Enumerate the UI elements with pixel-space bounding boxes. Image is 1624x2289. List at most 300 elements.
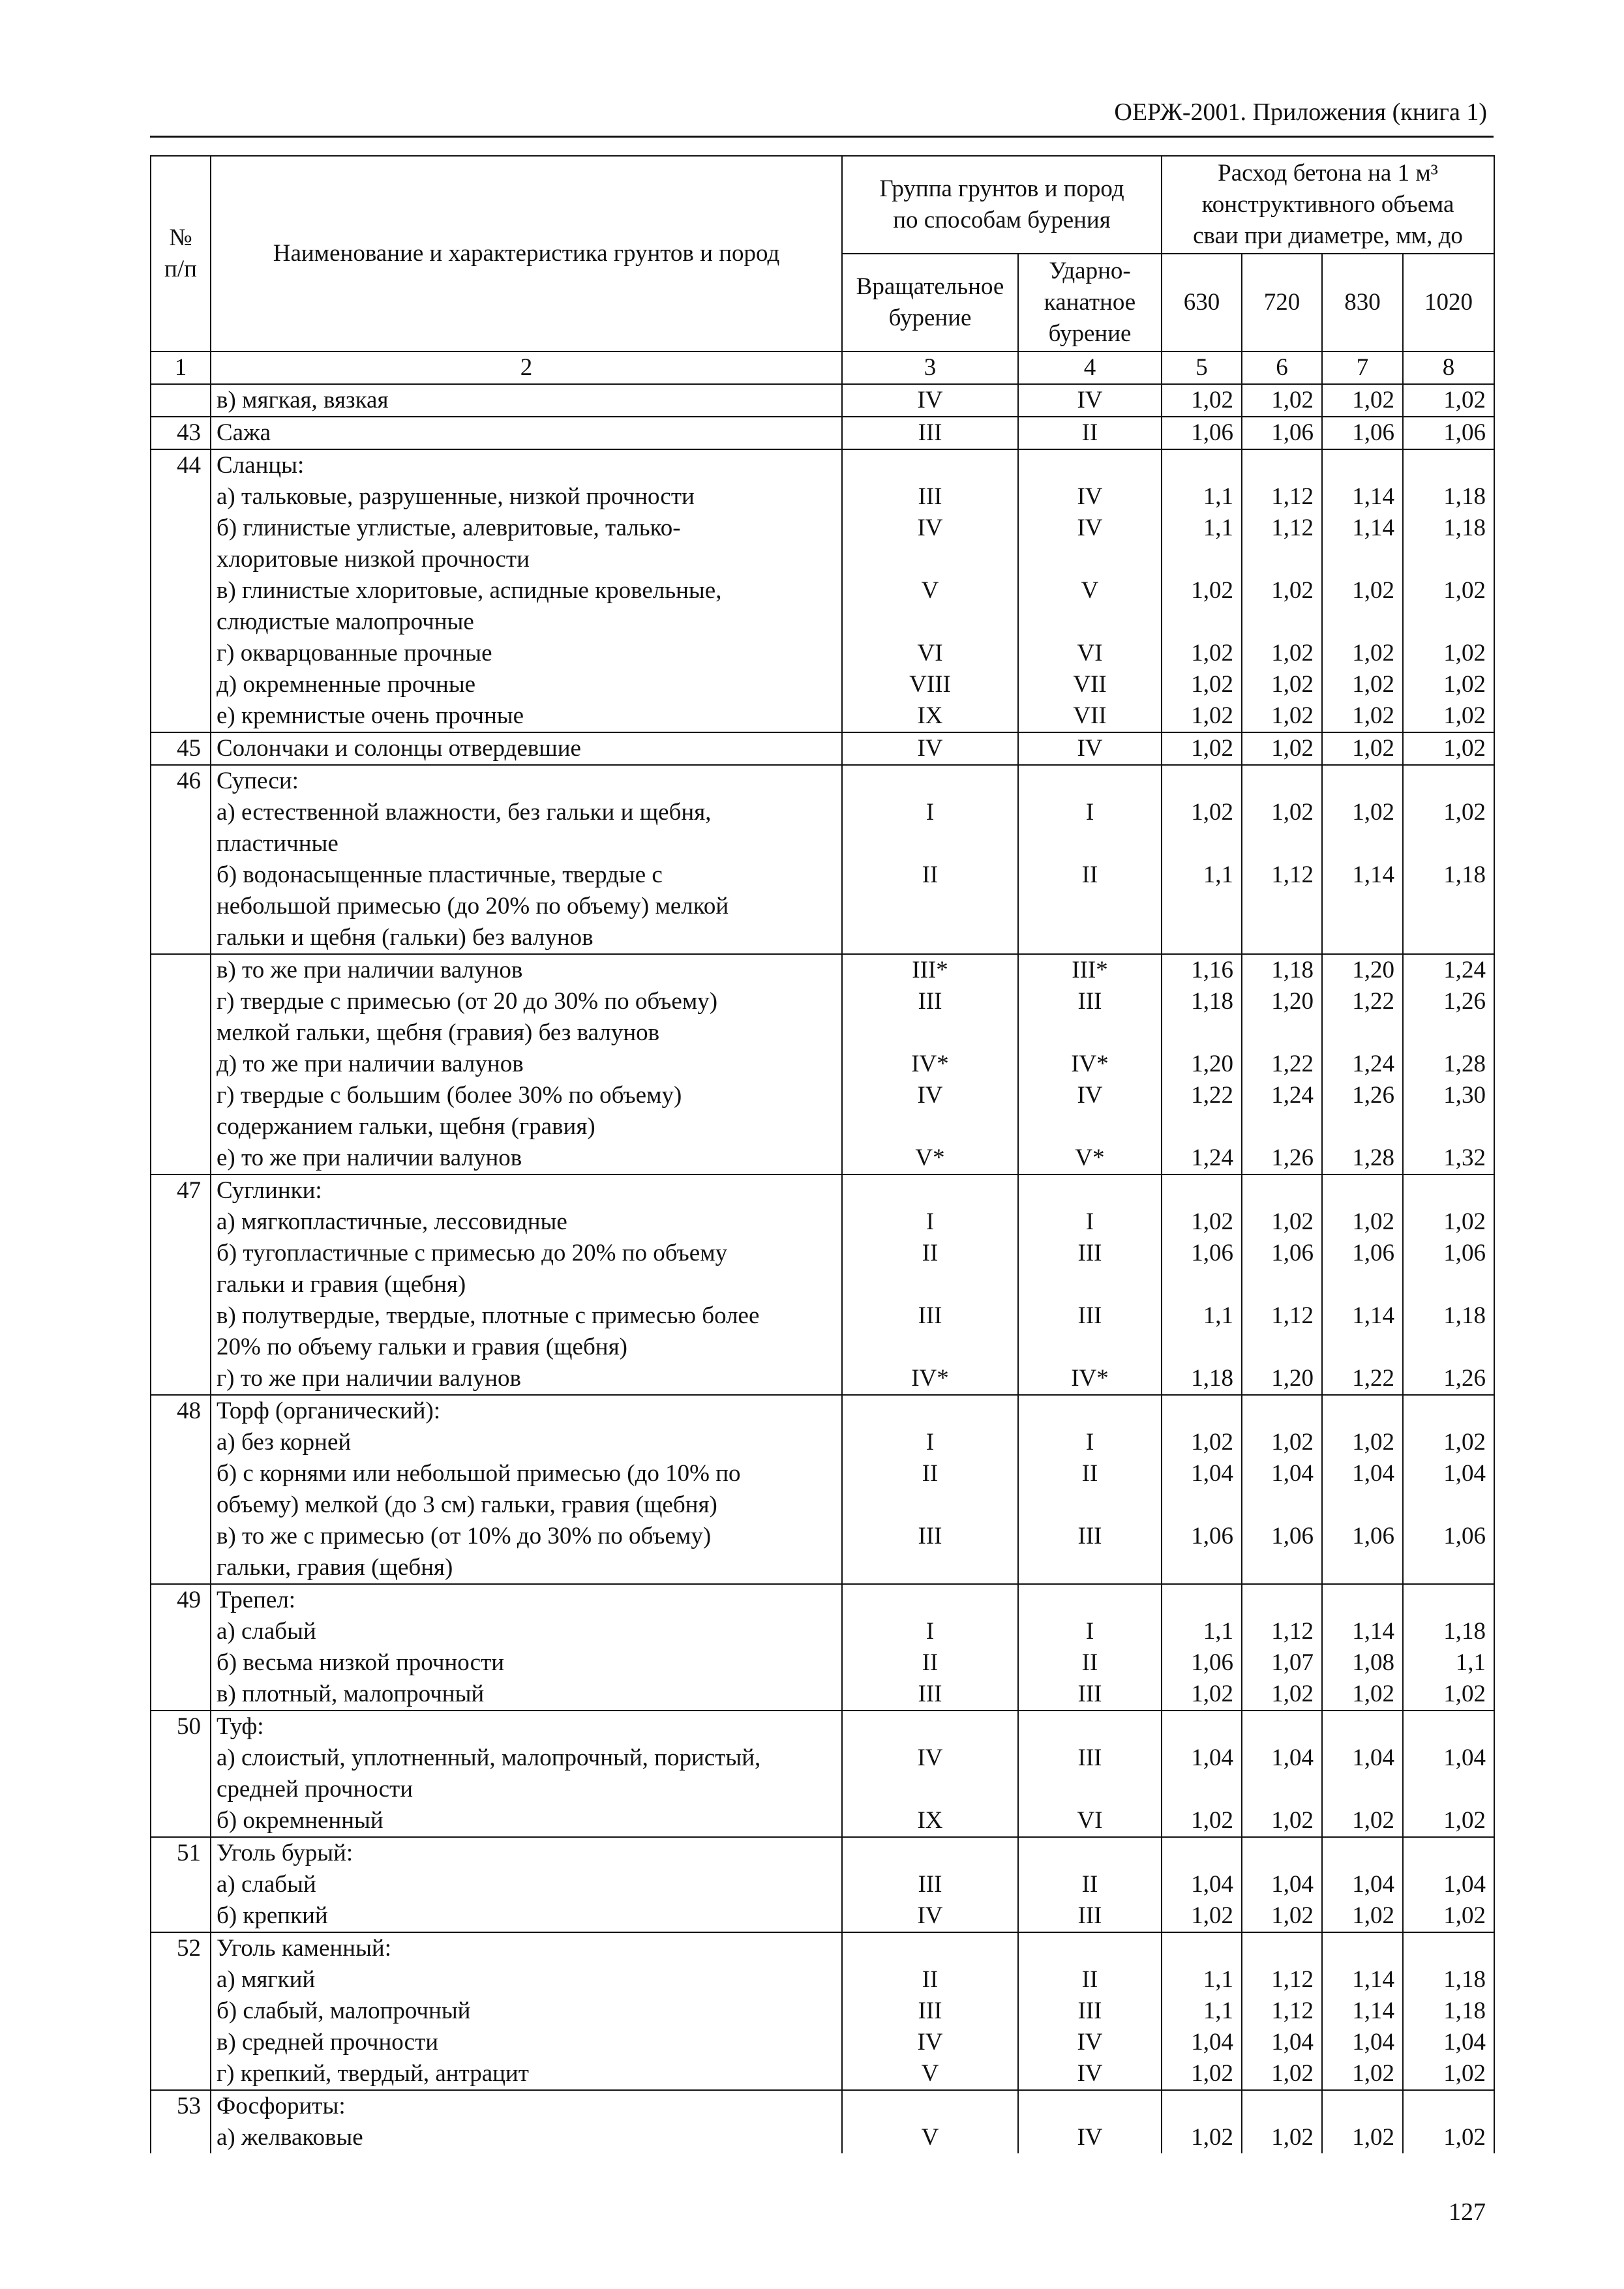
cell-line [843, 1396, 1017, 1427]
cell-line: 1,02 [1191, 387, 1234, 413]
cell-line: IV [917, 1082, 943, 1109]
cell-line: II [1081, 1649, 1098, 1676]
cell-line: 1,06 [1191, 419, 1234, 446]
cell-line: 1,1 [1203, 483, 1234, 510]
header-consumption: Расход бетона на 1 м³ конструктивного объема сваи при диаметре, мм, до [1162, 156, 1494, 254]
cell-line: 1,02 [1443, 735, 1486, 762]
cell-line: 1,20 [1271, 988, 1314, 1015]
row-number: 52 [151, 1932, 211, 2090]
cell-line [1242, 1933, 1314, 1964]
soil-name-cell [211, 954, 842, 1174]
cell-line: 1,26 [1271, 1144, 1314, 1171]
cell-line [843, 2091, 1017, 2122]
cell-line [1242, 891, 1314, 922]
cell-line [843, 1269, 1017, 1300]
soil-name-cell [211, 1932, 842, 2090]
cell-line: 1,02 [1443, 577, 1486, 604]
index-cell: 5 [1162, 352, 1242, 384]
cell-line [843, 450, 1017, 481]
cell-line: 1,02 [1352, 577, 1395, 604]
cell-line: б) весьма низкой прочности [217, 1649, 505, 1676]
rotary-group-cell [842, 1837, 1018, 1932]
row-number: 49 [151, 1584, 211, 1711]
value-720-cell [1242, 765, 1322, 954]
cell-line: 1,02 [1271, 799, 1314, 826]
value-1020-cell [1403, 954, 1494, 1174]
header-group: Группа грунтов и пород по способам бурения [842, 156, 1162, 254]
cell-line: VII [1073, 671, 1107, 698]
cell-line: средней прочности [217, 1776, 414, 1803]
cell-line: 1,02 [1191, 702, 1234, 729]
cell-line [1162, 1838, 1233, 1869]
row-number: 44 [151, 449, 211, 732]
cell-line [1323, 2091, 1394, 2122]
cell-line: II [922, 861, 939, 888]
table-row [151, 1932, 1494, 2090]
cell-line: 1,28 [1352, 1144, 1395, 1171]
value-630-cell [1162, 384, 1242, 417]
soil-name-cell [211, 1837, 842, 1932]
cell-line [1323, 891, 1394, 922]
value-1020-cell [1403, 1395, 1494, 1584]
row-number: 53 [151, 2090, 211, 2153]
cell-line [1162, 606, 1233, 638]
soil-name-cell [211, 2090, 842, 2153]
value-830-cell [1322, 449, 1403, 732]
cell-line: III [918, 1681, 942, 1707]
percussion-group-cell [1018, 1584, 1162, 1711]
cell-line [1162, 1175, 1233, 1206]
cell-line: 1,18 [1443, 515, 1486, 541]
cell-line: 1,26 [1352, 1082, 1395, 1109]
cell-line: 1,18 [1271, 957, 1314, 983]
cell-line [1162, 1017, 1233, 1049]
cell-line: II [922, 1460, 939, 1487]
index-cell: 4 [1018, 352, 1162, 384]
cell-line [1019, 544, 1161, 575]
cell-line [1242, 828, 1314, 860]
value-720-cell [1242, 1584, 1322, 1711]
cell-line: I [1085, 1208, 1094, 1235]
cell-line [1019, 1774, 1161, 1805]
cell-line: V [921, 2124, 939, 2151]
cell-line: 1,08 [1352, 1649, 1395, 1676]
cell-line: IV* [911, 1365, 949, 1392]
cell-line: 1,20 [1352, 957, 1395, 983]
cell-line [1162, 544, 1233, 575]
cell-line: 1,02 [1271, 1429, 1314, 1456]
cell-line [1242, 450, 1314, 481]
cell-line: 1,02 [1443, 1902, 1486, 1929]
value-830-cell [1322, 1837, 1403, 1932]
cell-line [1162, 1489, 1233, 1521]
cell-line: 1,02 [1191, 1807, 1234, 1834]
cell-line [1323, 922, 1394, 953]
cell-line: III [1077, 1302, 1102, 1329]
cell-line [1242, 1585, 1314, 1616]
cell-line [1242, 1111, 1314, 1143]
cell-line: гальки, гравия (щебня) [217, 1554, 453, 1581]
cell-line: г) окварцованные прочные [217, 640, 492, 666]
cell-line [1404, 1175, 1486, 1206]
cell-line: 1,12 [1271, 1302, 1314, 1329]
table-row [151, 732, 1494, 765]
cell-line [1019, 1111, 1161, 1143]
index-cell: 8 [1403, 352, 1494, 384]
cell-line: 1,02 [1191, 671, 1234, 698]
cell-line: д) окремненные прочные [217, 671, 476, 698]
value-720-cell [1242, 1174, 1322, 1395]
cell-line: 1,26 [1443, 1365, 1486, 1392]
cell-line [1404, 1552, 1486, 1583]
cell-line [1019, 1017, 1161, 1049]
cell-line: III [1077, 988, 1102, 1015]
cell-line: Суглинки: [217, 1177, 322, 1204]
index-cell: 1 [151, 352, 211, 384]
cell-line [1404, 1017, 1486, 1049]
cell-line: V* [915, 1144, 945, 1171]
cell-line: 1,16 [1191, 957, 1234, 983]
cell-line: 1,02 [1352, 1807, 1395, 1834]
cell-line [1162, 1332, 1233, 1363]
cell-line: 1,04 [1191, 1871, 1234, 1898]
cell-line: 1,04 [1191, 2029, 1234, 2056]
cell-line [1404, 1711, 1486, 1743]
cell-line: 1,02 [1271, 702, 1314, 729]
cell-line [1162, 828, 1233, 860]
cell-line [1242, 2091, 1314, 2122]
cell-line: I [1085, 1429, 1094, 1456]
cell-line: IV [1077, 735, 1103, 762]
cell-line: II [1081, 419, 1098, 446]
cell-line [1162, 922, 1233, 953]
cell-line: 1,12 [1271, 1966, 1314, 1993]
cell-line: IX [917, 702, 943, 729]
cell-line: а) желваковые [217, 2124, 363, 2151]
cell-line [843, 1332, 1017, 1363]
header-d1020: 1020 [1403, 254, 1494, 352]
cell-line: III [918, 1871, 942, 1898]
cell-line [1404, 1332, 1486, 1363]
percussion-group-cell [1018, 2090, 1162, 2153]
cell-line [1404, 544, 1486, 575]
cell-line: б) крепкий [217, 1902, 328, 1929]
table-header [151, 156, 1494, 352]
rotary-group-cell [842, 384, 1018, 417]
cell-line [1404, 922, 1486, 953]
cell-line: 1,18 [1191, 988, 1234, 1015]
cell-line: 1,02 [1271, 1208, 1314, 1235]
cell-line: III [918, 419, 942, 446]
cell-line [1323, 1838, 1394, 1869]
cell-line [843, 606, 1017, 638]
cell-line: IV [917, 735, 943, 762]
cell-line: 1,04 [1352, 2029, 1395, 2056]
cell-line: 1,1 [1203, 1302, 1234, 1329]
cell-line [1242, 1774, 1314, 1805]
value-630-cell [1162, 2090, 1242, 2153]
cell-line: 1,24 [1352, 1051, 1395, 1077]
cell-line: II [922, 1240, 939, 1266]
cell-line [1323, 766, 1394, 797]
soil-name-cell [211, 449, 842, 732]
table-row [151, 954, 1494, 1174]
value-1020-cell [1403, 449, 1494, 732]
cell-line [1019, 828, 1161, 860]
rotary-group-cell [842, 1711, 1018, 1837]
cell-line: II [1081, 1871, 1098, 1898]
cell-line [1323, 1175, 1394, 1206]
cell-line [843, 1111, 1017, 1143]
cell-line: 1,02 [1443, 1208, 1486, 1235]
value-720-cell [1242, 1395, 1322, 1584]
cell-line: 1,04 [1443, 1744, 1486, 1771]
cell-line: 1,14 [1352, 515, 1395, 541]
cell-line [1323, 1269, 1394, 1300]
cell-line: IV [1077, 2124, 1103, 2151]
cell-line [1019, 1838, 1161, 1869]
cell-line: 1,04 [1271, 2029, 1314, 2056]
cell-line: 1,20 [1191, 1051, 1234, 1077]
cell-line [843, 1489, 1017, 1521]
cell-line [1323, 1552, 1394, 1583]
header-rotary: Вращательное бурение [842, 254, 1018, 352]
value-830-cell [1322, 417, 1403, 449]
value-830-cell [1322, 1174, 1403, 1395]
row-number: 48 [151, 1395, 211, 1584]
value-720-cell [1242, 1837, 1322, 1932]
cell-line [1242, 922, 1314, 953]
percussion-group-cell [1018, 384, 1162, 417]
row-number [151, 384, 211, 417]
header-percussion: Ударно- канатное бурение [1018, 254, 1162, 352]
value-720-cell [1242, 732, 1322, 765]
cell-line: 1,02 [1271, 387, 1314, 413]
cell-line: 1,02 [1443, 640, 1486, 666]
index-cell: 3 [842, 352, 1018, 384]
cell-line: IX [917, 1807, 943, 1834]
percussion-group-cell [1018, 1174, 1162, 1395]
value-720-cell [1242, 449, 1322, 732]
header-d720: 720 [1242, 254, 1322, 352]
value-720-cell [1242, 1932, 1322, 2090]
cell-line [1242, 1838, 1314, 1869]
value-1020-cell [1403, 417, 1494, 449]
cell-line: 1,22 [1352, 988, 1395, 1015]
cell-line [1162, 766, 1233, 797]
cell-line [1323, 1774, 1394, 1805]
cell-line: III [1077, 1240, 1102, 1266]
cell-line: хлоритовые низкой прочности [217, 546, 530, 573]
cell-line: 1,07 [1271, 1649, 1314, 1676]
cell-line: д) то же при наличии валунов [217, 1051, 524, 1077]
cell-line [1404, 1111, 1486, 1143]
cell-line: 1,06 [1443, 1240, 1486, 1266]
value-630-cell [1162, 417, 1242, 449]
cell-line [1019, 1175, 1161, 1206]
cell-line: 1,04 [1352, 1871, 1395, 1898]
value-1020-cell [1403, 1584, 1494, 1711]
cell-line [843, 1552, 1017, 1583]
cell-line: 1,02 [1352, 671, 1395, 698]
cell-line: б) с корнями или небольшой примесью (до 10% по [217, 1460, 741, 1487]
cell-line: б) тугопластичные с примесью до 20% по объему [217, 1240, 728, 1266]
cell-line: 1,18 [1443, 1997, 1486, 2024]
cell-line [1323, 544, 1394, 575]
value-1020-cell [1403, 1711, 1494, 1837]
index-cell: 7 [1322, 352, 1403, 384]
cell-line: 1,02 [1443, 1807, 1486, 1834]
cell-line [1323, 1017, 1394, 1049]
cell-line: а) мягкопластичные, лессовидные [217, 1208, 567, 1235]
cell-line: а) слабый [217, 1871, 316, 1898]
cell-line: а) слоистый, уплотненный, малопрочный, пористый, [217, 1744, 761, 1771]
value-830-cell [1322, 1584, 1403, 1711]
percussion-group-cell [1018, 1932, 1162, 2090]
cell-line: а) без корней [217, 1429, 352, 1456]
value-1020-cell [1403, 2090, 1494, 2153]
cell-line [1404, 891, 1486, 922]
row-number: 46 [151, 765, 211, 954]
value-830-cell [1322, 1932, 1403, 2090]
cell-line: в) мягкая, вязкая [217, 387, 389, 413]
cell-line: 1,02 [1191, 735, 1234, 762]
cell-line [1323, 828, 1394, 860]
cell-line: в) средней прочности [217, 2029, 439, 2056]
cell-line [843, 891, 1017, 922]
cell-line [1019, 1396, 1161, 1427]
cell-line: 1,02 [1271, 671, 1314, 698]
value-1020-cell [1403, 1174, 1494, 1395]
cell-line: 1,18 [1191, 1365, 1234, 1392]
cell-line: I [925, 1208, 935, 1235]
cell-line: III [918, 988, 942, 1015]
cell-line [1323, 606, 1394, 638]
cell-line: 1,06 [1191, 1649, 1234, 1676]
cell-line: 1,02 [1191, 2060, 1234, 2087]
cell-line: II [922, 1966, 939, 1993]
value-630-cell [1162, 1174, 1242, 1395]
cell-line: г) то же при наличии валунов [217, 1365, 522, 1392]
cell-line: 1,02 [1191, 799, 1234, 826]
table-body [151, 352, 1494, 2153]
cell-line [1404, 1933, 1486, 1964]
cell-line: 20% по объему гальки и гравия (щебня) [217, 1334, 627, 1360]
cell-line: III [918, 1997, 942, 2024]
cell-line: 1,02 [1443, 2060, 1486, 2087]
cell-line: I [1085, 1618, 1094, 1645]
value-630-cell [1162, 954, 1242, 1174]
cell-line: г) твердые с большим (более 30% по объему) [217, 1082, 682, 1109]
cell-line: 1,24 [1191, 1144, 1234, 1171]
cell-line [1404, 1489, 1486, 1521]
table-row [151, 384, 1494, 417]
cell-line [1162, 2091, 1233, 2122]
cell-line: 1,30 [1443, 1082, 1486, 1109]
cell-line [1019, 1585, 1161, 1616]
value-720-cell [1242, 417, 1322, 449]
percussion-group-cell [1018, 732, 1162, 765]
value-720-cell [1242, 384, 1322, 417]
cell-line: VI [917, 640, 943, 666]
cell-line: III [918, 483, 942, 510]
table-row [151, 1174, 1494, 1395]
cell-line: 1,02 [1191, 2124, 1234, 2151]
value-830-cell [1322, 384, 1403, 417]
cell-line: 1,02 [1271, 1807, 1314, 1834]
cell-line: а) тальковые, разрушенные, низкой прочности [217, 483, 695, 510]
header-rule [150, 136, 1494, 138]
value-630-cell [1162, 449, 1242, 732]
cell-line: Уголь бурый: [217, 1840, 353, 1866]
cell-line: VII [1073, 702, 1107, 729]
cell-line: IV* [1071, 1051, 1109, 1077]
cell-line: 1,18 [1443, 483, 1486, 510]
cell-line: III [1077, 1744, 1102, 1771]
cell-line: 1,04 [1443, 2029, 1486, 2056]
cell-line: 1,02 [1443, 702, 1486, 729]
cell-line: V [921, 577, 939, 604]
cell-line [1404, 606, 1486, 638]
cell-line: 1,02 [1443, 387, 1486, 413]
cell-line: 1,06 [1191, 1523, 1234, 1549]
cell-line: IV [917, 515, 943, 541]
table-row [151, 1711, 1494, 1837]
cell-line: 1,02 [1271, 640, 1314, 666]
cell-line: 1,02 [1352, 1902, 1395, 1929]
soil-name-cell [211, 384, 842, 417]
cell-line: объему) мелкой (до 3 см) гальки, гравия (щебня) [217, 1491, 717, 1518]
value-830-cell [1322, 1711, 1403, 1837]
cell-line [1404, 450, 1486, 481]
cell-line: 1,04 [1271, 1744, 1314, 1771]
value-720-cell [1242, 2090, 1322, 2153]
cell-line: 1,14 [1352, 1302, 1395, 1329]
cell-line: IV* [911, 1051, 949, 1077]
cell-line [843, 1933, 1017, 1964]
value-830-cell [1322, 732, 1403, 765]
cell-line [1242, 1175, 1314, 1206]
cell-line: III [1077, 1523, 1102, 1549]
cell-line [1019, 450, 1161, 481]
page-number: 127 [1449, 2198, 1486, 2226]
cell-line [1242, 766, 1314, 797]
rotary-group-cell [842, 1932, 1018, 2090]
cell-line: 1,02 [1352, 799, 1395, 826]
cell-line: 1,14 [1352, 1966, 1395, 1993]
cell-line [843, 1774, 1017, 1805]
percussion-group-cell [1018, 1837, 1162, 1932]
soil-name-cell [211, 417, 842, 449]
cell-line: IV [1077, 515, 1103, 541]
cell-line: V* [1075, 1144, 1105, 1171]
rotary-group-cell [842, 417, 1018, 449]
cell-line [843, 828, 1017, 860]
value-630-cell [1162, 1837, 1242, 1932]
cell-line [1404, 1585, 1486, 1616]
cell-line: 1,02 [1352, 2124, 1395, 2151]
cell-line [843, 1585, 1017, 1616]
cell-line: 1,02 [1443, 1429, 1486, 1456]
soil-name-cell [211, 1584, 842, 1711]
cell-line: г) крепкий, твердый, антрацит [217, 2060, 529, 2087]
cell-line [843, 766, 1017, 797]
cell-line: 1,04 [1271, 1460, 1314, 1487]
cell-line [1019, 766, 1161, 797]
cell-line [1404, 1774, 1486, 1805]
cell-line: Сажа [217, 419, 271, 446]
value-1020-cell [1403, 765, 1494, 954]
